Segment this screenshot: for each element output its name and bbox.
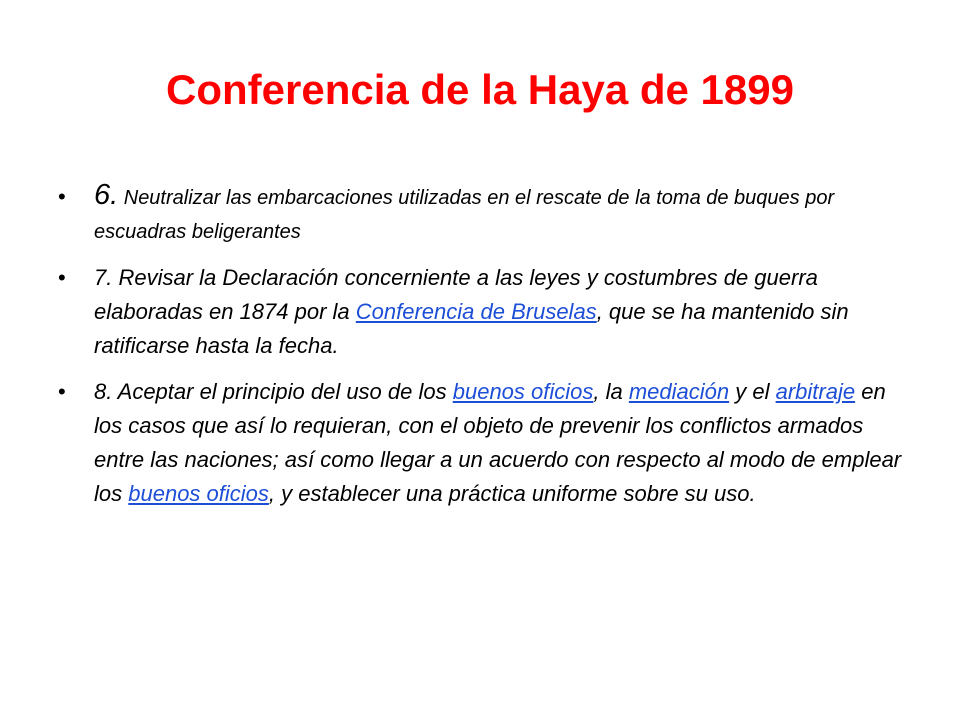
item-text: 8. Aceptar el principio del uso de los <box>94 379 453 404</box>
link-buenos-oficios[interactable]: buenos oficios <box>452 379 594 404</box>
bullet-item-7 <box>58 261 908 363</box>
item-number: 6. <box>94 179 119 211</box>
bullet-item-6 <box>58 178 908 249</box>
item-text: Neutralizar las embarcaciones utilizadas en el rescate de la toma de buques por escuadras beligerantes <box>94 187 835 243</box>
item-text: , la <box>593 379 629 404</box>
link-arbitraje[interactable]: arbitraje <box>775 379 856 404</box>
bullet-marker: • <box>58 379 66 404</box>
bullet-marker: • <box>58 265 66 290</box>
bullet-marker: • <box>58 184 66 209</box>
item-text: y el <box>729 379 776 404</box>
slide-title: Conferencia de la Haya de 1899 <box>166 66 794 113</box>
item-text: en los casos que así lo requieran, con el objeto de prevenir los conflictos armados entre las naciones; así como llegar a un acuerdo con respecto al modo de emplear los <box>94 379 902 506</box>
item-text: 7. Revisar la Declaración concerniente a las leyes y costumbres de guerra elaboradas en 1874 por la <box>94 265 818 324</box>
link-buenos-oficios-2[interactable]: buenos oficios <box>128 481 269 506</box>
link-conferencia-de-bruselas[interactable]: Conferencia de Bruselas <box>355 299 597 324</box>
item-text: , y establecer una práctica uniforme sobre su uso. <box>268 481 756 506</box>
link-mediacion[interactable]: mediación <box>628 379 730 404</box>
item-text: , que se ha mantenido sin ratificarse hasta la fecha. <box>94 299 849 358</box>
bullet-item-8 <box>58 375 908 511</box>
bullet-list <box>58 178 908 523</box>
